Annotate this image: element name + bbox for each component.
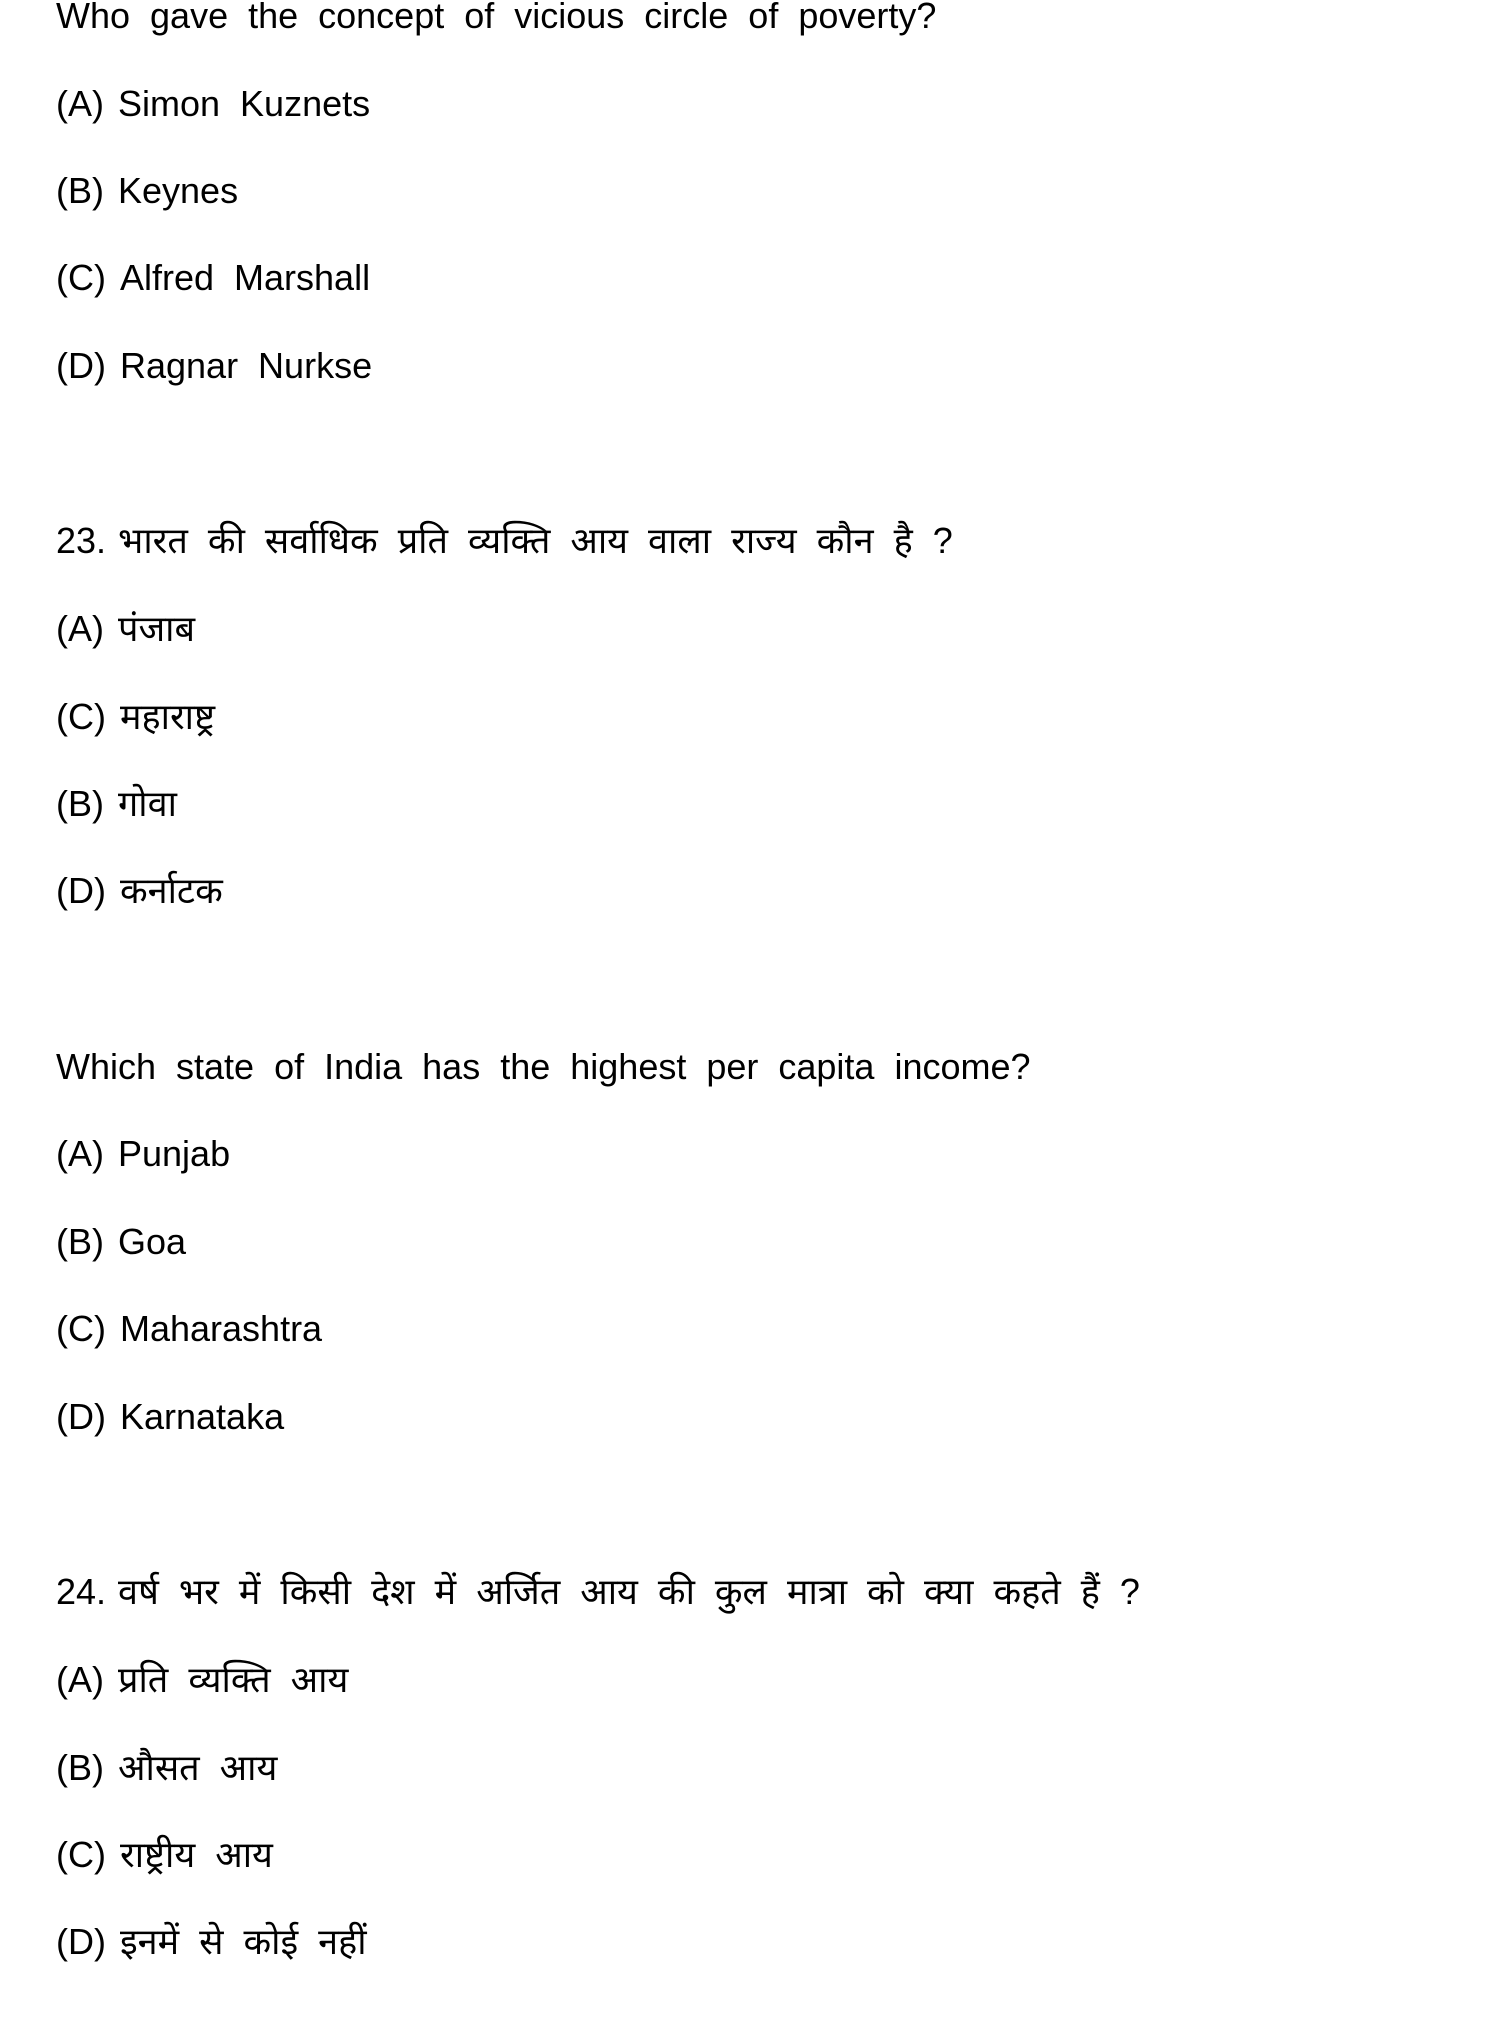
- option-text: Alfred Marshall: [119, 257, 371, 298]
- option-label: (D): [56, 345, 106, 386]
- option-c: [56, 1307, 322, 1351]
- option-text: राष्ट्रीय आय: [119, 1834, 273, 1875]
- option-text: गोवा: [118, 783, 177, 824]
- option-text: Karnataka: [119, 1396, 285, 1437]
- option-a: [56, 607, 195, 651]
- option-a: [56, 1132, 230, 1176]
- option-label: (C): [56, 1834, 106, 1875]
- option-label: (A): [56, 608, 104, 649]
- question-number: 24.: [56, 1571, 107, 1612]
- option-text: पंजाब: [118, 608, 196, 649]
- option-text: Ragnar Nurkse: [119, 345, 373, 386]
- option-label: (A): [56, 1659, 104, 1700]
- option-b: [56, 782, 177, 826]
- option-b: [56, 1220, 186, 1264]
- option-label: (C): [56, 1308, 106, 1349]
- option-a: [56, 82, 370, 126]
- question-text-content: Who gave the concept of vicious circle of poverty?: [56, 0, 937, 36]
- option-label: (C): [56, 696, 106, 737]
- option-text: औसत आय: [118, 1747, 278, 1788]
- question-text-content: Which state of India has the highest per capita income?: [56, 1046, 1031, 1087]
- option-label: (B): [56, 1221, 104, 1262]
- option-text: कर्नाटक: [119, 870, 223, 911]
- option-text: Simon Kuznets: [118, 83, 371, 124]
- option-label: (D): [56, 870, 106, 911]
- option-text: प्रति व्यक्ति आय: [118, 1659, 349, 1700]
- option-label: (C): [56, 257, 106, 298]
- option-label: (B): [56, 170, 104, 211]
- option-label: (D): [56, 1921, 106, 1962]
- question-text: [56, 519, 953, 563]
- question-text: [56, 0, 936, 38]
- option-text: Keynes: [118, 170, 239, 211]
- option-text: Maharashtra: [119, 1308, 323, 1349]
- option-c: [56, 695, 215, 739]
- option-text: महाराष्ट्र: [119, 696, 216, 737]
- option-text: इनमें से कोई नहीं: [119, 1921, 367, 1962]
- option-label: (D): [56, 1396, 106, 1437]
- option-d: [56, 1920, 367, 1964]
- question-text: [56, 1045, 1031, 1089]
- option-text: Punjab: [118, 1133, 231, 1174]
- option-c: [56, 1833, 273, 1877]
- option-a: [56, 1658, 348, 1702]
- question-number: 23.: [56, 520, 107, 561]
- question-text: [56, 1570, 1140, 1614]
- question-text-content: वर्ष भर में किसी देश में अर्जित आय की कुल मात्रा को क्या कहते हैं ?: [118, 1571, 1140, 1612]
- option-c: [56, 256, 370, 300]
- option-b: [56, 169, 238, 213]
- option-label: (B): [56, 783, 104, 824]
- option-label: (A): [56, 1133, 104, 1174]
- option-label: (B): [56, 1747, 104, 1788]
- option-d: [56, 344, 372, 388]
- option-b: [56, 1746, 277, 1790]
- option-text: Goa: [118, 1221, 187, 1262]
- question-text-content: भारत की सर्वाधिक प्रति व्यक्ति आय वाला राज्य कौन है ?: [118, 520, 953, 561]
- option-d: [56, 869, 223, 913]
- option-label: (A): [56, 83, 104, 124]
- option-d: [56, 1395, 284, 1439]
